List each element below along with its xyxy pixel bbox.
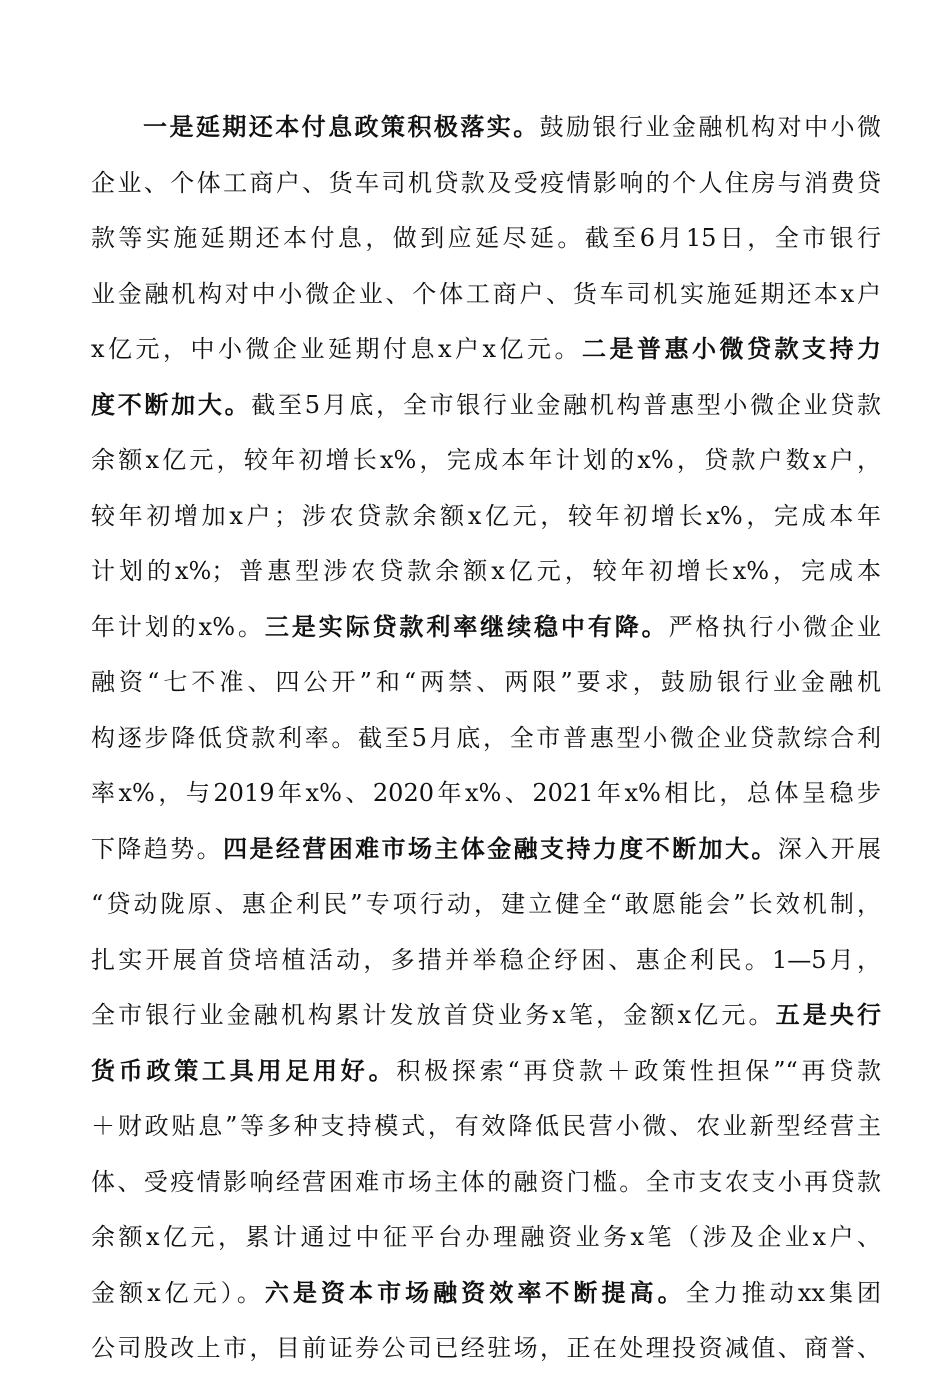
text-line bbox=[91, 822, 881, 878]
body-text: 严格执行小微企业 bbox=[668, 612, 881, 641]
text-line bbox=[91, 211, 881, 267]
text-line bbox=[91, 1155, 881, 1211]
body-text: 余额x亿元，较年初增长x%，完成本年计划的x%，贷款户数x户， bbox=[91, 446, 881, 474]
body-text: 融资“七不准、四公开”和“两禁、两限”要求，鼓励银行业金融机 bbox=[91, 668, 881, 696]
text-line bbox=[91, 544, 881, 600]
body-text: 截至5月底，全市银行业金融机构普惠型小微企业贷款 bbox=[251, 390, 881, 419]
body-text: 款等实施延期还本付息，做到应延尽延。截至6月15日，全市银行 bbox=[91, 224, 881, 252]
text-line bbox=[91, 1210, 881, 1266]
text-line bbox=[91, 1266, 881, 1322]
text-line bbox=[91, 100, 881, 156]
body-text: 余额x亿元，累计通过中征平台办理融资业务x笔（涉及企业x户、 bbox=[91, 1223, 881, 1251]
text-line bbox=[91, 766, 881, 822]
text-line bbox=[91, 655, 881, 711]
body-text: 构逐步降低贷款利率。截至5月底，全市普惠型小微企业贷款综合利 bbox=[91, 723, 881, 752]
body-text: 鼓励银行业金融机构对中小微 bbox=[539, 113, 881, 141]
bold-heading: 五是央行 bbox=[775, 1001, 881, 1029]
body-text: “贷动陇原、惠企利民”专项行动，建立健全“敢愿能会”长效机制， bbox=[91, 890, 881, 918]
text-line bbox=[91, 1099, 881, 1155]
body-text: 公司股改上市，目前证券公司已经驻场，正在处理投资减值、商誉、 bbox=[91, 1334, 881, 1362]
body-text: 体、受疫情影响经营困难市场主体的融资门槛。全市支农支小再贷款 bbox=[91, 1167, 881, 1196]
body-text: 积极探索“再贷款＋政策性担保”“再贷款 bbox=[396, 1056, 881, 1085]
bold-heading: 六是资本市场融资效率不断提高。 bbox=[264, 1278, 686, 1307]
body-text: 金额x亿元）。 bbox=[91, 1278, 265, 1307]
body-text: 年计划的x%。 bbox=[91, 612, 265, 641]
text-line bbox=[91, 267, 881, 323]
bold-heading: 二是普惠小微贷款支持力 bbox=[582, 335, 881, 363]
text-line bbox=[91, 489, 881, 545]
body-text: 扎实开展首贷培植活动，多措并举稳企纾困、惠企利民。1—5月， bbox=[91, 945, 881, 974]
body-text: 率x%，与2019年x%、2020年x%、2021年x%相比，总体呈稳步 bbox=[91, 779, 881, 807]
body-text: 深入开展 bbox=[777, 834, 881, 863]
bold-heading: 度不断加大。 bbox=[91, 390, 252, 419]
body-text: 计划的x%；普惠型涉农贷款余额x亿元，较年初增长x%，完成本 bbox=[91, 557, 881, 585]
body-text: ＋财政贴息”等多种支持模式，有效降低民营小微、农业新型经营主 bbox=[91, 1112, 881, 1140]
text-line bbox=[91, 877, 881, 933]
body-text: 全市银行业金融机构累计发放首贷业务x笔，金额x亿元。 bbox=[91, 1001, 776, 1029]
text-line bbox=[91, 1321, 881, 1377]
text-line bbox=[91, 933, 881, 989]
text-line bbox=[91, 988, 881, 1044]
text-line bbox=[91, 600, 881, 656]
body-text: 全力推动xx集团 bbox=[685, 1278, 881, 1307]
body-text: 较年初增加x户；涉农贷款余额x亿元，较年初增长x%，完成本年 bbox=[91, 501, 881, 530]
text-line bbox=[91, 711, 881, 767]
body-text: x亿元，中小微企业延期付息x户x亿元。 bbox=[91, 335, 583, 363]
body-text: 企业、个体工商户、货车司机贷款及受疫情影响的个人住房与消费贷 bbox=[91, 168, 881, 197]
text-line bbox=[91, 322, 881, 378]
bold-heading: 三是实际贷款利率继续稳中有降。 bbox=[264, 612, 669, 641]
body-text: 下降趋势。 bbox=[91, 834, 224, 863]
text-line bbox=[91, 1044, 881, 1100]
text-line bbox=[91, 378, 881, 434]
text-line bbox=[91, 156, 881, 212]
body-paragraph bbox=[91, 100, 881, 1377]
text-line bbox=[91, 433, 881, 489]
bold-heading: 货币政策工具用足用好。 bbox=[91, 1056, 397, 1085]
bold-heading: 一是延期还本付息政策积极落实。 bbox=[143, 113, 540, 141]
body-text: 业金融机构对中小微企业、个体工商户、货车司机实施延期还本x户 bbox=[91, 279, 881, 308]
bold-heading: 四是经营困难市场主体金融支持力度不断加大。 bbox=[223, 834, 778, 863]
